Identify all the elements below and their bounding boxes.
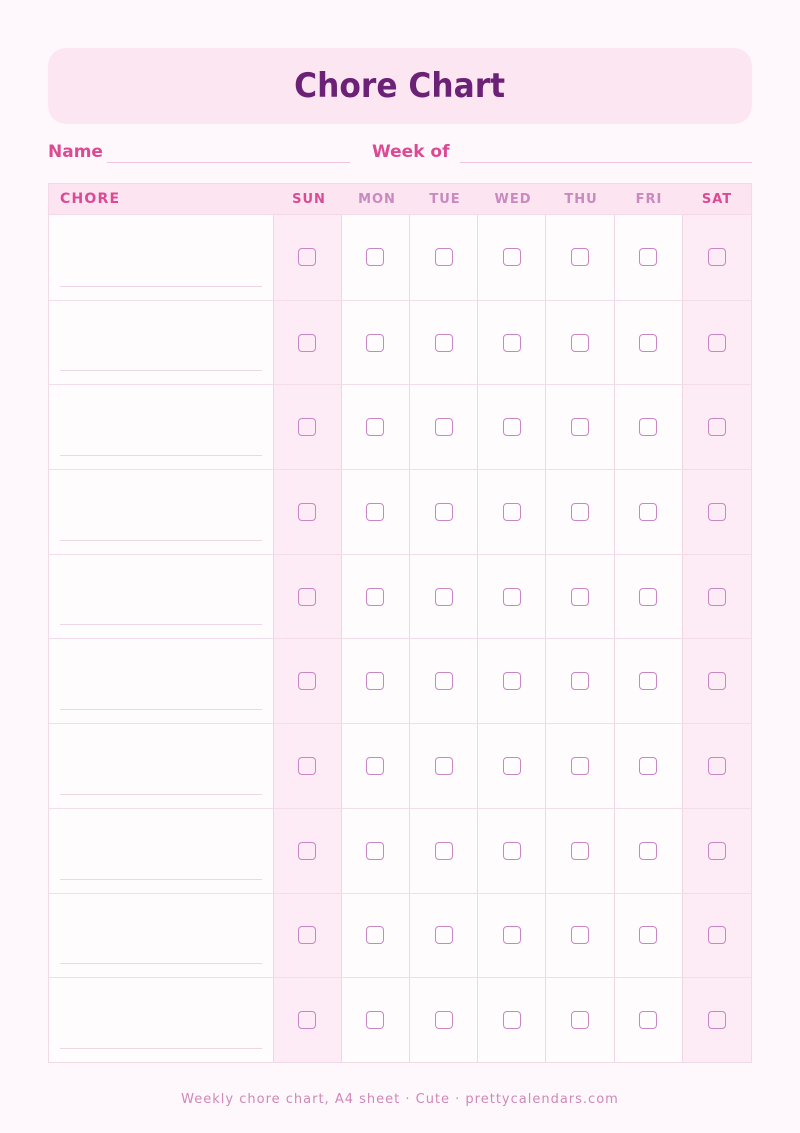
checkbox-sat[interactable] (708, 672, 726, 690)
day-cell-mon (342, 639, 410, 723)
day-cell-sun (274, 470, 342, 554)
day-cell-sun (274, 724, 342, 808)
checkbox-fri[interactable] (639, 757, 657, 775)
checkbox-sun[interactable] (298, 842, 316, 860)
checkbox-thu[interactable] (571, 588, 589, 606)
day-cell-wed (478, 978, 546, 1062)
day-cell-mon (342, 215, 410, 300)
chore-write-line (60, 1048, 262, 1049)
checkbox-fri[interactable] (639, 926, 657, 944)
checkbox-fri[interactable] (639, 503, 657, 521)
day-cell-wed (478, 809, 546, 893)
table-row (49, 808, 751, 893)
day-header-thu: THU (564, 191, 598, 207)
checkbox-wed[interactable] (503, 248, 521, 266)
table-row (49, 215, 751, 300)
day-cell-fri (615, 894, 683, 978)
day-header-sat: SAT (701, 191, 733, 207)
checkbox-wed[interactable] (503, 588, 521, 606)
checkbox-mon[interactable] (366, 842, 384, 860)
checkbox-tue[interactable] (435, 926, 453, 944)
day-cell-sun (274, 639, 342, 723)
name-field[interactable] (107, 162, 350, 163)
table-row (49, 300, 751, 385)
chore-input[interactable] (49, 639, 274, 723)
day-cell-tue (410, 385, 478, 469)
checkbox-sun[interactable] (298, 418, 316, 436)
checkbox-mon[interactable] (366, 1011, 384, 1029)
day-cell-sat (683, 301, 751, 385)
day-cell-tue (410, 301, 478, 385)
checkbox-tue[interactable] (435, 672, 453, 690)
checkbox-mon[interactable] (366, 503, 384, 521)
day-header-sun: SUN (292, 191, 326, 207)
day-cell-mon (342, 809, 410, 893)
checkbox-mon[interactable] (366, 588, 384, 606)
day-cell-thu (546, 215, 614, 300)
day-cell-fri (615, 385, 683, 469)
checkbox-fri[interactable] (639, 588, 657, 606)
day-cell-fri (615, 978, 683, 1062)
checkbox-sat[interactable] (708, 842, 726, 860)
day-header-fri: FRI (635, 191, 663, 207)
checkbox-tue[interactable] (435, 334, 453, 352)
day-cell-sat (683, 555, 751, 639)
day-cell-thu (546, 894, 614, 978)
chore-table (48, 183, 752, 1063)
chore-input[interactable] (49, 894, 274, 978)
day-cell-fri (615, 724, 683, 808)
day-cell-tue (410, 555, 478, 639)
checkbox-fri[interactable] (639, 418, 657, 436)
checkbox-tue[interactable] (435, 588, 453, 606)
checkbox-sat[interactable] (708, 926, 726, 944)
table-row (49, 384, 751, 469)
day-cell-sat (683, 809, 751, 893)
day-cell-thu (546, 978, 614, 1062)
day-cell-thu (546, 470, 614, 554)
day-cell-fri (615, 470, 683, 554)
checkbox-sat[interactable] (708, 757, 726, 775)
table-row (49, 554, 751, 639)
day-cell-fri (615, 809, 683, 893)
day-cell-sun (274, 555, 342, 639)
day-cell-sat (683, 470, 751, 554)
day-cell-sat (683, 385, 751, 469)
day-cell-thu (546, 809, 614, 893)
checkbox-mon[interactable] (366, 757, 384, 775)
checkbox-sun[interactable] (298, 1011, 316, 1029)
checkbox-tue[interactable] (435, 248, 453, 266)
day-cell-fri (615, 301, 683, 385)
checkbox-thu[interactable] (571, 1011, 589, 1029)
checkbox-tue[interactable] (435, 418, 453, 436)
day-cell-tue (410, 894, 478, 978)
week-of-field[interactable] (460, 162, 752, 163)
checkbox-sat[interactable] (708, 418, 726, 436)
checkbox-tue[interactable] (435, 757, 453, 775)
checkbox-wed[interactable] (503, 418, 521, 436)
day-cell-wed (478, 555, 546, 639)
day-cell-sun (274, 809, 342, 893)
checkbox-fri[interactable] (639, 672, 657, 690)
day-cell-sat (683, 978, 751, 1062)
day-cell-thu (546, 555, 614, 639)
table-body (48, 215, 752, 1063)
table-row (49, 469, 751, 554)
checkbox-sun[interactable] (298, 248, 316, 266)
chore-input[interactable] (49, 809, 274, 893)
checkbox-wed[interactable] (503, 503, 521, 521)
table-row (49, 638, 751, 723)
checkbox-wed[interactable] (503, 1011, 521, 1029)
checkbox-thu[interactable] (571, 248, 589, 266)
day-cell-wed (478, 894, 546, 978)
checkbox-wed[interactable] (503, 842, 521, 860)
checkbox-thu[interactable] (571, 842, 589, 860)
day-cell-thu (546, 385, 614, 469)
day-cell-mon (342, 724, 410, 808)
checkbox-fri[interactable] (639, 1011, 657, 1029)
checkbox-wed[interactable] (503, 672, 521, 690)
day-cell-sat (683, 639, 751, 723)
checkbox-wed[interactable] (503, 334, 521, 352)
day-cell-thu (546, 724, 614, 808)
day-cell-wed (478, 301, 546, 385)
chore-write-line (60, 370, 262, 371)
day-cell-wed (478, 639, 546, 723)
checkbox-mon[interactable] (366, 248, 384, 266)
checkbox-mon[interactable] (366, 926, 384, 944)
checkbox-fri[interactable] (639, 334, 657, 352)
checkbox-tue[interactable] (435, 503, 453, 521)
checkbox-wed[interactable] (503, 757, 521, 775)
day-cell-tue (410, 215, 478, 300)
checkbox-sun[interactable] (298, 757, 316, 775)
day-cell-tue (410, 470, 478, 554)
table-row (49, 977, 751, 1062)
day-cell-sun (274, 385, 342, 469)
checkbox-wed[interactable] (503, 926, 521, 944)
day-cell-wed (478, 215, 546, 300)
checkbox-thu[interactable] (571, 418, 589, 436)
checkbox-sat[interactable] (708, 1011, 726, 1029)
week-of-label: Week of (372, 142, 450, 162)
checkbox-sat[interactable] (708, 248, 726, 266)
day-cell-thu (546, 301, 614, 385)
day-cell-wed (478, 470, 546, 554)
chore-input[interactable] (49, 215, 274, 300)
checkbox-fri[interactable] (639, 248, 657, 266)
day-cell-sun (274, 301, 342, 385)
chore-write-line (60, 963, 262, 964)
checkbox-thu[interactable] (571, 672, 589, 690)
day-cell-mon (342, 894, 410, 978)
chore-input[interactable] (49, 470, 274, 554)
chore-input[interactable] (49, 978, 274, 1062)
day-header-mon: MON (358, 191, 396, 207)
day-cell-tue (410, 724, 478, 808)
chore-input[interactable] (49, 555, 274, 639)
checkbox-thu[interactable] (571, 334, 589, 352)
table-row (49, 723, 751, 808)
chore-write-line (60, 540, 262, 541)
day-cell-thu (546, 639, 614, 723)
checkbox-sun[interactable] (298, 503, 316, 521)
day-cell-tue (410, 978, 478, 1062)
day-cell-mon (342, 301, 410, 385)
day-header-wed: WED (494, 191, 532, 207)
checkbox-mon[interactable] (366, 418, 384, 436)
day-cell-fri (615, 639, 683, 723)
checkbox-thu[interactable] (571, 757, 589, 775)
table-header (48, 183, 752, 215)
checkbox-sun[interactable] (298, 926, 316, 944)
day-cell-fri (615, 215, 683, 300)
day-cell-tue (410, 809, 478, 893)
chore-write-line (60, 879, 262, 880)
chore-input[interactable] (49, 301, 274, 385)
day-cell-wed (478, 385, 546, 469)
day-cell-sat (683, 724, 751, 808)
page-title: Chore Chart (294, 66, 506, 106)
checkbox-thu[interactable] (571, 926, 589, 944)
chore-write-line (60, 709, 262, 710)
day-cell-mon (342, 978, 410, 1062)
chore-write-line (60, 455, 262, 456)
chore-input[interactable] (49, 724, 274, 808)
checkbox-sat[interactable] (708, 588, 726, 606)
day-header-tue: TUE (429, 191, 461, 207)
chore-write-line (60, 624, 262, 625)
checkbox-sun[interactable] (298, 334, 316, 352)
checkbox-thu[interactable] (571, 503, 589, 521)
chore-write-line (60, 794, 262, 795)
chore-column-header: CHORE (60, 191, 121, 207)
checkbox-tue[interactable] (435, 842, 453, 860)
day-cell-mon (342, 555, 410, 639)
day-cell-wed (478, 724, 546, 808)
checkbox-sat[interactable] (708, 503, 726, 521)
day-cell-sun (274, 978, 342, 1062)
chore-write-line (60, 286, 262, 287)
chore-input[interactable] (49, 385, 274, 469)
table-row (49, 893, 751, 978)
checkbox-mon[interactable] (366, 672, 384, 690)
checkbox-sun[interactable] (298, 672, 316, 690)
checkbox-sat[interactable] (708, 334, 726, 352)
checkbox-sun[interactable] (298, 588, 316, 606)
day-cell-mon (342, 385, 410, 469)
day-cell-sat (683, 215, 751, 300)
day-cell-sun (274, 215, 342, 300)
name-label: Name (48, 142, 103, 162)
footer-text: Weekly chore chart, A4 sheet · Cute · prettycalendars.com (181, 1092, 619, 1107)
checkbox-tue[interactable] (435, 1011, 453, 1029)
day-cell-sun (274, 894, 342, 978)
day-cell-sat (683, 894, 751, 978)
day-cell-mon (342, 470, 410, 554)
checkbox-fri[interactable] (639, 842, 657, 860)
title-banner (48, 48, 752, 124)
day-cell-tue (410, 639, 478, 723)
checkbox-mon[interactable] (366, 334, 384, 352)
day-cell-fri (615, 555, 683, 639)
